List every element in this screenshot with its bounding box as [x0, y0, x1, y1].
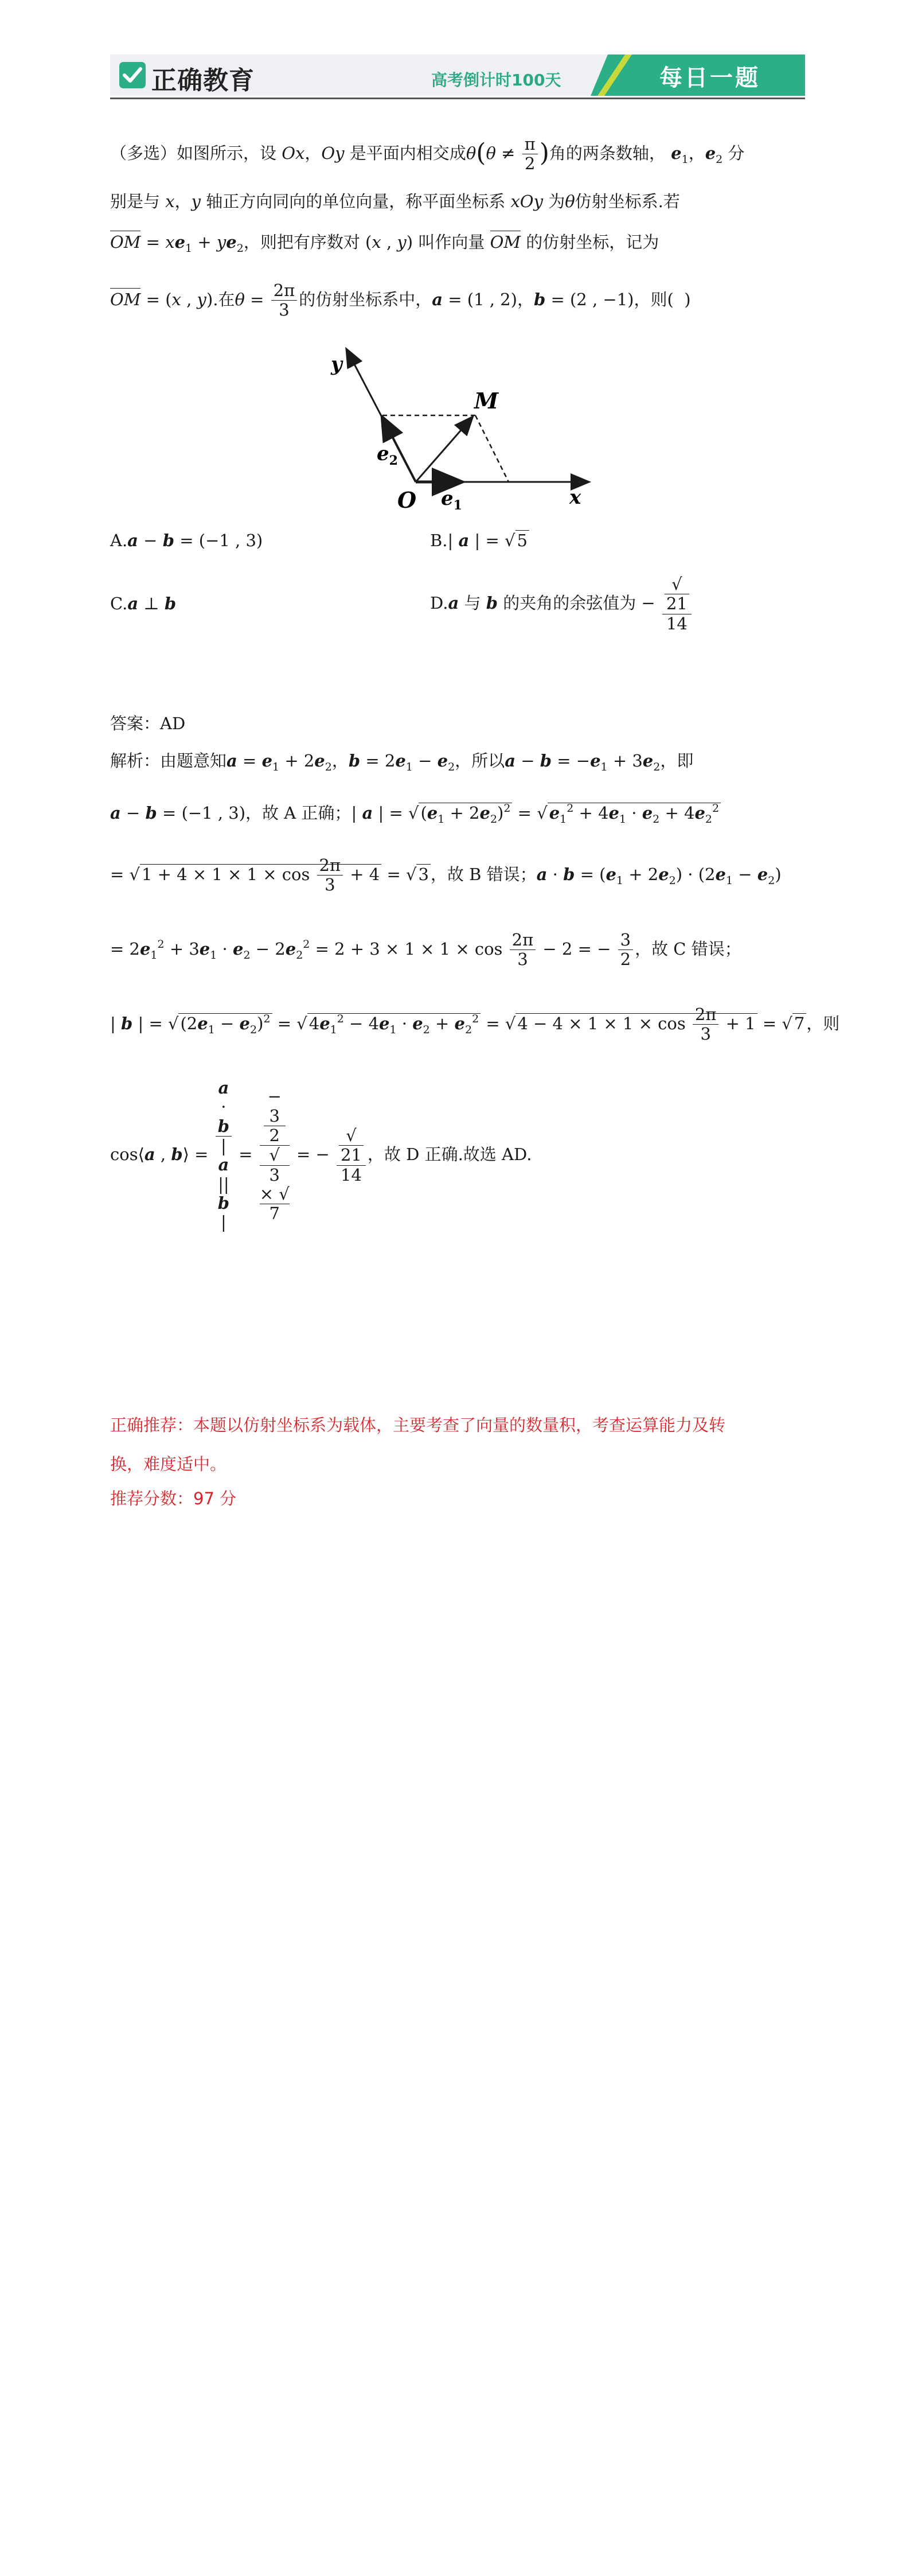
analysis-line-3: = √ 1 + 4 × 1 × 1 × cos $\frac{2\pi}{3}$ + 4 = √ 3 ，故 B 错误；$a \cdot b = (e_1 + 2e_2) \cdot (2e_1 - e_2)$	[110, 855, 782, 895]
analysis-line-4: = $2e_1^2 + 3e_1 \cdot e_2 - 2e_2^2 = 2 + 3 \times 1 \times 1 \times \cos$ $\frac{2\pi}{3}$ − 2 = − $\frac{3}{2}$ ，故 C 错误；	[110, 930, 741, 970]
label-x: x	[569, 486, 581, 509]
countdown-text: 高考倒计时100天	[431, 71, 561, 90]
label-y: y	[331, 353, 342, 376]
label-o: O	[397, 487, 417, 511]
label-e2: $e_2$	[377, 442, 398, 468]
recommend-line-2: 换，难度适中。	[110, 1454, 227, 1474]
analysis-line-6: cos⟨a , b⟩ = a · b | a || b | = − 3 2 √ 3 × √ 7 = − √ 21 14 ，故 D 正确.故选 AD.	[110, 1078, 532, 1232]
daily-question-label: 每日一题	[659, 65, 760, 91]
dashed-parallel-side	[475, 415, 509, 482]
brand-name: 正确教育	[151, 66, 255, 95]
option-c: C.a ⊥ b	[110, 594, 177, 613]
analysis-line-1: 解析：由题意知$a = e_1 + 2e_2$，$b = 2e_1 - e_2$，所以$a - b = -e_1 + 3e_2$，即	[110, 751, 694, 773]
question-line-2: 别是与 x，y 轴正方向同向的单位向量，称平面坐标系 xOy 为θ仿射坐标系.若	[110, 192, 680, 211]
label-e1: $e_1$	[441, 487, 462, 511]
affine-coordinate-figure	[324, 344, 593, 511]
question-line-4: OM = (x , y).在θ = $\frac{2\pi}{3}$ 的仿射坐标系中，a = (1 , 2)，b = (2 , −1)，则( )	[110, 281, 691, 320]
analysis-line-2: a − b = (−1 , 3)，故 A 正确；| a | = √ $(e_1 + 2e_2)^2$ = √ $e_1^2 + 4e_1 \cdot e_2 + 4e_2^2$	[110, 803, 721, 825]
option-d: D.a 与 b 的夹角的余弦值为 − √ 21 14	[430, 575, 693, 633]
vector-om	[416, 418, 472, 482]
question-line-1: （多选）如图所示，设 Ox，Oy 是平面内相交成θ(θ ≠ $\frac{\pi}{2}$ )角的两条数轴， $e_1$，$e_2$ 分	[110, 134, 745, 174]
recommend-line-1: 正确推荐：本题以仿射坐标系为载体，主要考查了向量的数量积，考查运算能力及转	[110, 1415, 726, 1435]
option-b: B.| a | = √ 5	[430, 532, 529, 549]
header-divider	[110, 98, 805, 99]
answer-line: 答案：AD	[110, 714, 186, 733]
label-m: M	[474, 388, 499, 414]
analysis-line-5: | b | = √ $(2e_1 - e_2)^2$ = √ $4e_1^2 - 4e_1 \cdot e_2 + e_2^2$ = √ 4 − 4 × 1 × 1 × cos $\frac{2\pi}{3}$ + 1 = √ 7 ，则	[110, 1005, 840, 1044]
option-a: A.a − b = (−1 , 3)	[110, 531, 263, 550]
question-line-3: OM = $xe_1 + ye_2$，则把有序数对 (x , y) 叫作向量 OM 的仿射坐标，记为	[110, 234, 659, 254]
check-logo-icon	[119, 62, 146, 88]
recommend-score: 推荐分数：97 分	[110, 1489, 237, 1508]
